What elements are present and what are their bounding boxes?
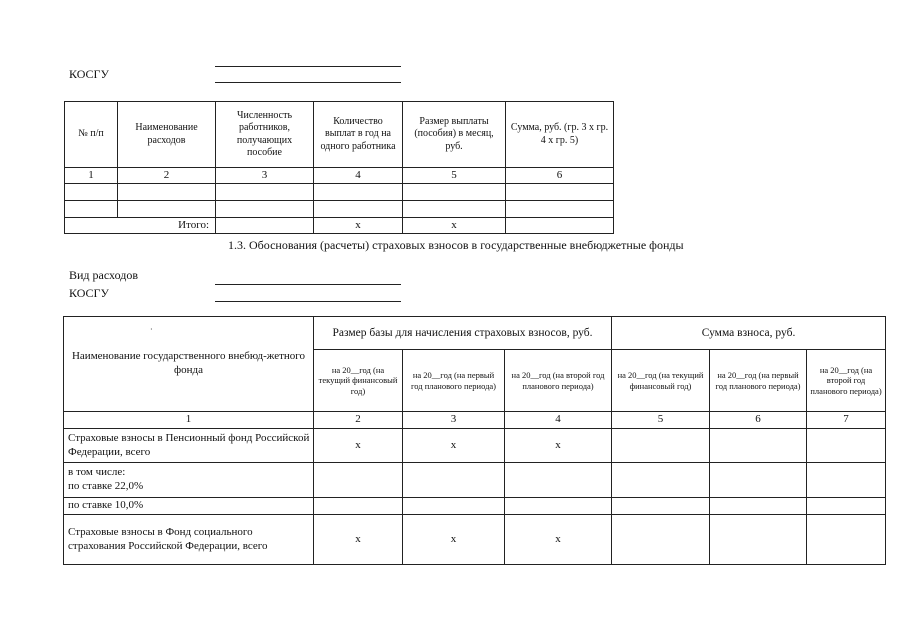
total-cell[interactable]	[216, 218, 314, 234]
table-header-row	[65, 102, 614, 168]
column-number: 6	[506, 168, 614, 184]
table-cell[interactable]	[506, 201, 614, 218]
column-number: 4	[505, 412, 612, 429]
table-cell: x	[505, 515, 612, 565]
table-cell[interactable]	[314, 463, 403, 498]
header-cell: Количество выплат в год на одного работника	[314, 102, 403, 168]
column-number: 1	[64, 412, 314, 429]
table-cell[interactable]	[403, 184, 506, 201]
column-number: 2	[314, 412, 403, 429]
sub-header-cell: на 20__год (на первый год планового периода)	[403, 350, 505, 412]
row-name: Страховые взносы в Фонд социального страхования Российской Федерации, всего	[64, 515, 314, 565]
table-cell[interactable]	[65, 184, 118, 201]
table-cell: x	[314, 515, 403, 565]
column-number: 5	[612, 412, 710, 429]
kosgu-line-2	[215, 301, 401, 302]
table-cell[interactable]	[403, 201, 506, 218]
table-cell: x	[505, 429, 612, 463]
table-cell: x	[403, 515, 505, 565]
column-number: 2	[118, 168, 216, 184]
table-cell[interactable]	[314, 498, 403, 515]
vid-rashodov-label: Вид расходов	[69, 268, 138, 282]
table-cell[interactable]	[216, 201, 314, 218]
table-cell[interactable]	[807, 463, 886, 498]
table-cell[interactable]	[612, 429, 710, 463]
table-cell: x	[403, 429, 505, 463]
column-number-row	[64, 412, 886, 429]
header-cell: Наименование расходов	[118, 102, 216, 168]
table-cell: x	[314, 429, 403, 463]
column-number: 5	[403, 168, 506, 184]
column-number: 6	[710, 412, 807, 429]
table-cell[interactable]	[403, 463, 505, 498]
sub-header-cell: на 20__год (на первый год планового периода)	[710, 350, 807, 412]
total-label: Итого:	[65, 218, 216, 234]
table-cell[interactable]	[314, 184, 403, 201]
total-row	[65, 218, 614, 234]
column-number: 7	[807, 412, 886, 429]
table-cell[interactable]	[314, 201, 403, 218]
column-number-row	[65, 168, 614, 184]
kosgu-line-bottom	[215, 82, 401, 83]
header-cell: Размер выплаты (пособия) в месяц, руб.	[403, 102, 506, 168]
table-row	[65, 184, 614, 201]
header-cell: Сумма, руб. (гр. 3 x гр. 4 x гр. 5)	[506, 102, 614, 168]
table-cell[interactable]	[505, 463, 612, 498]
table-row	[64, 463, 886, 498]
kosgu-label: КОСГУ	[69, 67, 109, 81]
column-number: 3	[403, 412, 505, 429]
table-row	[64, 515, 886, 565]
kosgu-label-2: КОСГУ	[69, 286, 109, 300]
fund-name-header-text: Наименование государственного внебюд-жетного фонда	[71, 350, 306, 376]
total-cell[interactable]	[506, 218, 614, 234]
sub-header-cell: на 20__год (на текущий финансовый год)	[314, 350, 403, 412]
table-row	[65, 201, 614, 218]
kosgu-line-top	[215, 66, 401, 67]
table-cell[interactable]	[216, 184, 314, 201]
table-cell[interactable]	[506, 184, 614, 201]
vid-rashodov-line	[215, 284, 401, 285]
table-cell[interactable]	[505, 498, 612, 515]
column-number: 4	[314, 168, 403, 184]
table-row	[64, 498, 886, 515]
table-cell[interactable]	[612, 515, 710, 565]
table-cell[interactable]	[807, 515, 886, 565]
sub-header-cell: на 20__год (на второй год планового периода)	[505, 350, 612, 412]
sub-header-cell: на 20__год (на текущий финансовый год)	[612, 350, 710, 412]
table-row	[64, 429, 886, 463]
row-name: в том числе: по ставке 22,0%	[64, 463, 314, 498]
header-dot: ·	[150, 325, 153, 334]
table-cell[interactable]	[403, 498, 505, 515]
benefits-table	[64, 101, 614, 234]
table-cell[interactable]	[118, 184, 216, 201]
total-cell: x	[403, 218, 506, 234]
row-name: Страховые взносы в Пенсионный фонд Российской Федерации, всего	[64, 429, 314, 463]
group-header-row	[64, 317, 886, 350]
total-cell: x	[314, 218, 403, 234]
table-cell[interactable]	[612, 498, 710, 515]
row-name: по ставке 10,0%	[64, 498, 314, 515]
table-cell[interactable]	[807, 429, 886, 463]
table-cell[interactable]	[612, 463, 710, 498]
column-number: 1	[65, 168, 118, 184]
header-cell: № п/п	[65, 102, 118, 168]
table-cell[interactable]	[118, 201, 216, 218]
table-cell[interactable]	[807, 498, 886, 515]
insurance-contributions-table	[63, 316, 886, 565]
contribution-sum-header: Сумма взноса, руб.	[612, 317, 886, 350]
column-number: 3	[216, 168, 314, 184]
table-cell[interactable]	[710, 515, 807, 565]
table-cell[interactable]	[65, 201, 118, 218]
table-cell[interactable]	[710, 498, 807, 515]
fund-name-header	[64, 317, 314, 412]
base-size-header: Размер базы для начисления страховых взносов, руб.	[314, 317, 612, 350]
sub-header-cell: на 20__год (на второй год планового периода)	[807, 350, 886, 412]
header-cell: Численность работников, получающих пособие	[216, 102, 314, 168]
table-cell[interactable]	[710, 429, 807, 463]
section-title: 1.3. Обоснования (расчеты) страховых взносов в государственные внебюджетные фонды	[228, 238, 684, 252]
table-cell[interactable]	[710, 463, 807, 498]
